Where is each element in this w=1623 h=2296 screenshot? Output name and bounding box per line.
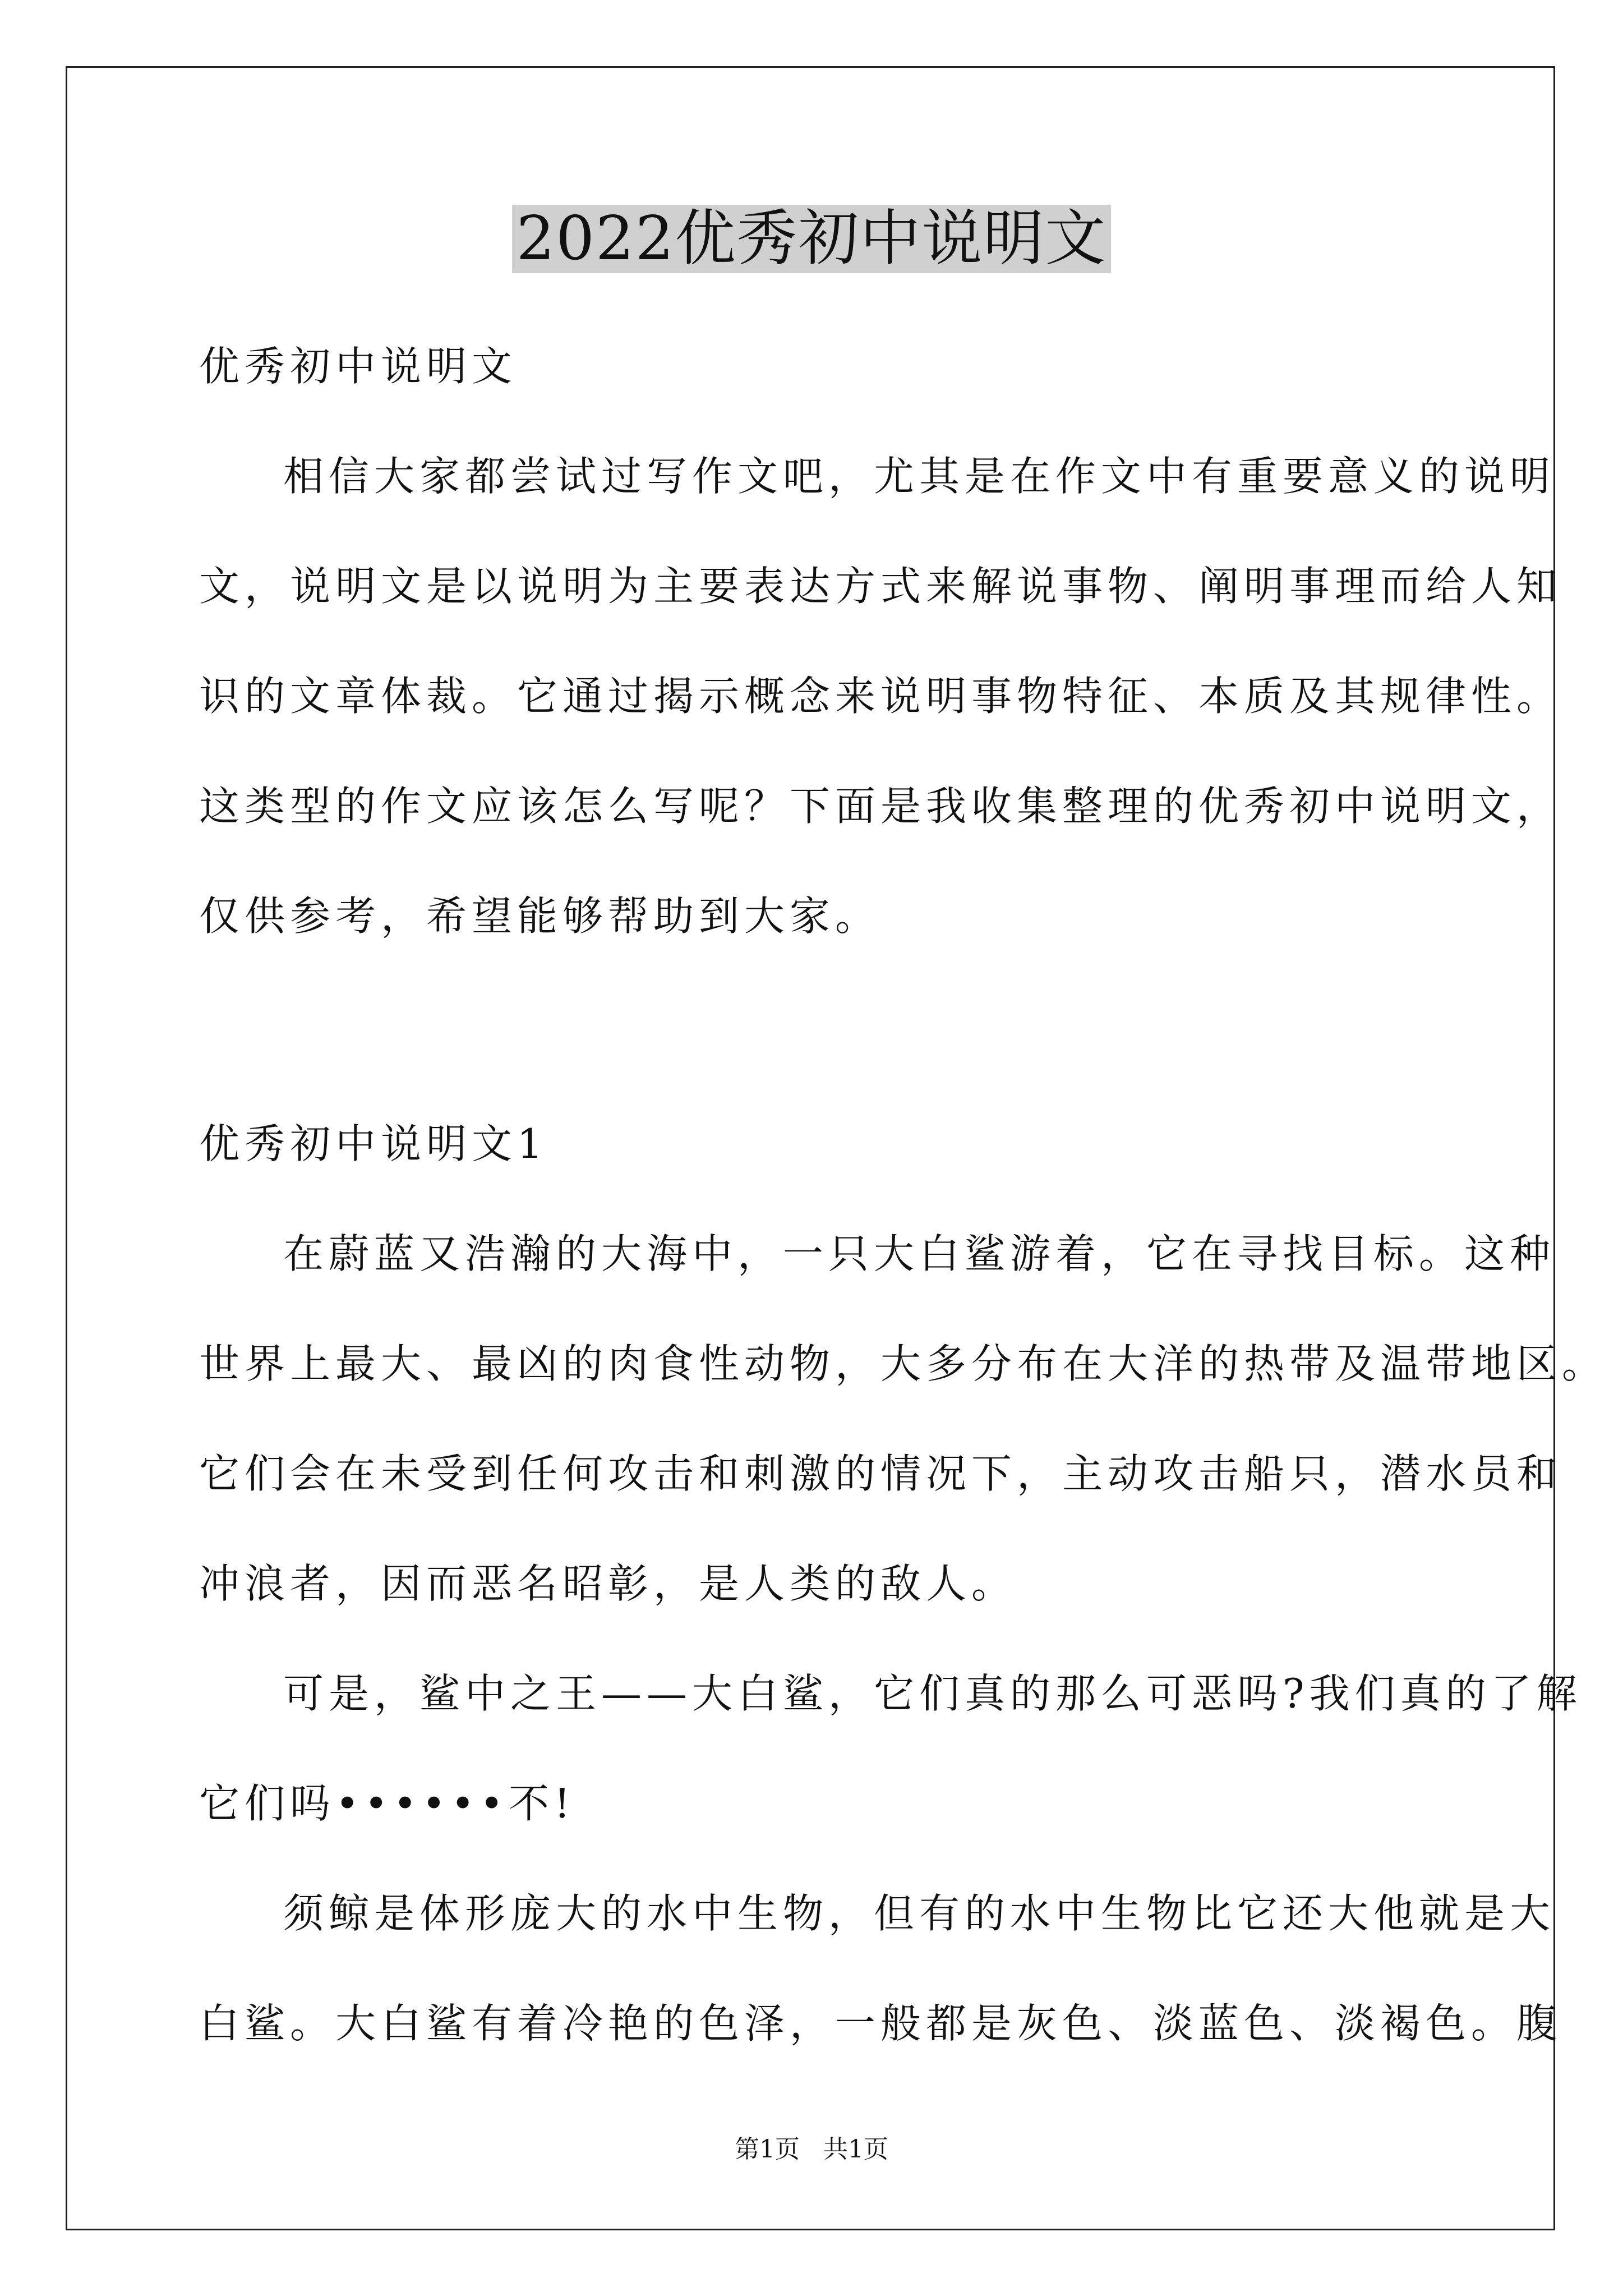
intro-line: 这类型的作文应该怎么写呢？下面是我收集整理的优秀初中说明文，: [199, 783, 1562, 830]
document-body: [199, 311, 1608, 2078]
page-footer: [0, 2133, 1623, 2166]
title-container: [0, 205, 1623, 273]
paragraph-gap: [199, 971, 1433, 1089]
paragraph-line: 在蔚蓝又浩瀚的大海中，一只大白鲨游着，它在寻找目标。这种: [283, 1230, 1556, 1277]
paragraph-line: 冲浪者，因而恶名昭彰，是人类的敌人。: [199, 1560, 1017, 1607]
intro-line: 相信大家都尝试过写作文吧，尤其是在作文中有重要意义的说明: [283, 453, 1556, 500]
paragraph-line: 须鲸是体形庞大的水中生物，但有的水中生物比它还大他就是大: [283, 1890, 1556, 1937]
section-heading: 优秀初中说明文1: [199, 1120, 548, 1167]
paragraph-line: 白鲨。大白鲨有着冷艳的色泽，一般都是灰色、淡蓝色、淡褐色。腹: [199, 2000, 1562, 2047]
paragraph-line: 世界上最大、最凶的肉食性动物，大多分布在大洋的热带及温带地区。: [199, 1340, 1608, 1387]
page-number-label: 第1页 共1页: [735, 2135, 888, 2164]
document-title: 2022优秀初中说明文: [512, 205, 1112, 273]
intro-line: 仅供参考，希望能够帮助到大家。: [199, 892, 881, 940]
document-subtitle: 优秀初中说明文: [199, 343, 518, 390]
intro-line: 识的文章体裁。它通过揭示概念来说明事物特征、本质及其规律性。: [199, 673, 1562, 720]
paragraph-line: 可是，鲨中之王——大白鲨，它们真的那么可恶吗?我们真的了解: [283, 1670, 1582, 1717]
paragraph-line: 它们吗••••••不!: [199, 1780, 575, 1827]
intro-line: 文，说明文是以说明为主要表达方式来解说事物、阐明事理而给人知: [199, 563, 1562, 610]
paragraph-line: 它们会在未受到任何攻击和刺激的情况下，主动攻击船只，潜水员和: [199, 1450, 1562, 1497]
